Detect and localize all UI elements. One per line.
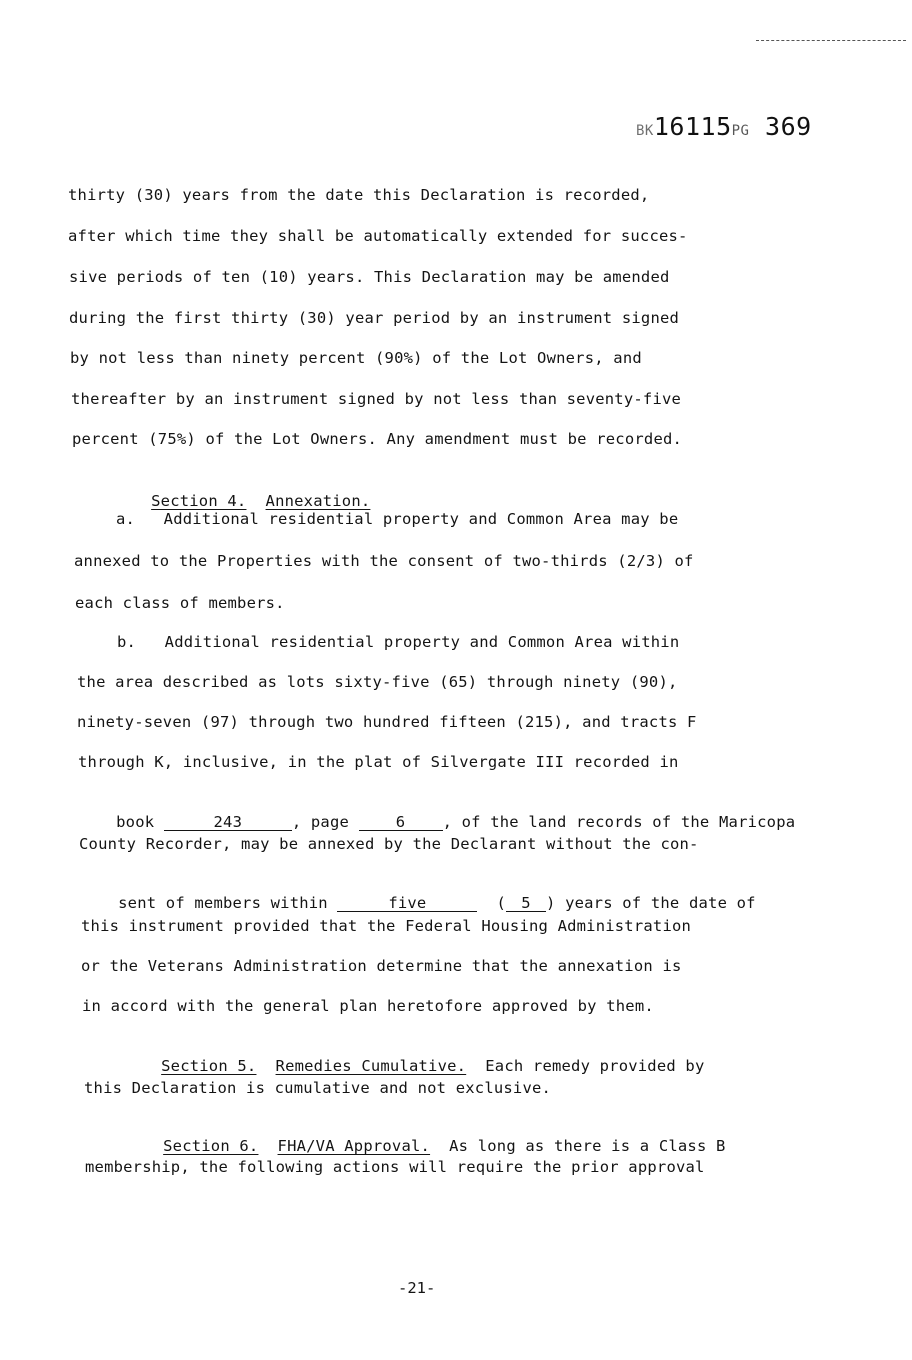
page-prefix: , page [291,813,350,831]
years-number-blank: 5 [506,895,546,912]
text-line: annexed to the Properties with the consent of two-thirds (2/3) of [74,552,694,570]
text-line: membership, the following actions will require the prior approval [85,1158,705,1176]
book-ref-prefix: BK [636,123,654,139]
page-number-ref: 369 [765,112,812,141]
book-number: 16115 [653,112,732,141]
text-line: a. Additional residential property and Common Area may be [116,510,679,528]
years-word-blank: five [337,895,477,912]
text-line: percent (75%) of the Lot Owners. Any amendment must be recorded. [72,430,683,448]
text-line: through K, inclusive, in the plat of Silvergate III recorded in [78,753,679,771]
text-line: the area described as lots sixty-five (65) through ninety (90), [77,673,678,691]
book-number-blank: 243 [164,814,292,831]
text-line: in accord with the general plan heretofore approved by them. [82,997,654,1015]
text-line: County Recorder, may be annexed by the Declarant without the con- [79,835,699,853]
section-6-label: Section 6. [163,1137,259,1155]
book-prefix: book [116,813,155,831]
consent-prefix: sent of members within [118,894,328,912]
text-line: or the Veterans Administration determine that the annexation is [81,957,682,975]
page-ref-prefix: PG [731,123,750,139]
text-line: sive periods of ten (10) years. This Declaration may be amended [69,268,670,286]
scan-artifact [756,40,906,43]
text-line: this Declaration is cumulative and not exclusive. [84,1079,552,1097]
section-6-title: FHA/VA Approval. [277,1137,431,1155]
text-line: by not less than ninety percent (90%) of the Lot Owners, and [70,349,642,367]
section-4-label: Section 4. [151,492,247,510]
section-5-title: Remedies Cumulative. [275,1057,467,1075]
page-number: -21- [398,1279,436,1297]
book-page-reference [636,112,812,141]
text-line: thirty (30) years from the date this Declaration is recorded, [68,186,650,204]
section-4-title: Annexation. [265,492,371,510]
consent-suffix: years of the date of [565,894,756,912]
section-5-text: Each remedy provided by [485,1057,705,1075]
section-6-text: As long as there is a Class B [449,1137,726,1155]
text-line: thereafter by an instrument signed by not less than seventy-five [71,390,682,408]
consent-line: sent of members within five ( 5 ) years of the date of [118,894,756,912]
text-line: during the first thirty (30) year period by an instrument signed [69,309,680,327]
text-line: each class of members. [75,594,285,612]
book-line-suffix: , of the land records of the Maricopa [442,813,796,831]
text-line: ninety-seven (97) through two hundred fifteen (215), and tracts F [77,713,697,731]
page-number-blank: 6 [359,814,443,831]
text-line: b. Additional residential property and Common Area within [117,633,680,651]
text-line: this instrument provided that the Federal Housing Administration [81,917,692,935]
section-5-label: Section 5. [161,1057,257,1075]
text-line: after which time they shall be automatically extended for succes- [68,227,688,245]
